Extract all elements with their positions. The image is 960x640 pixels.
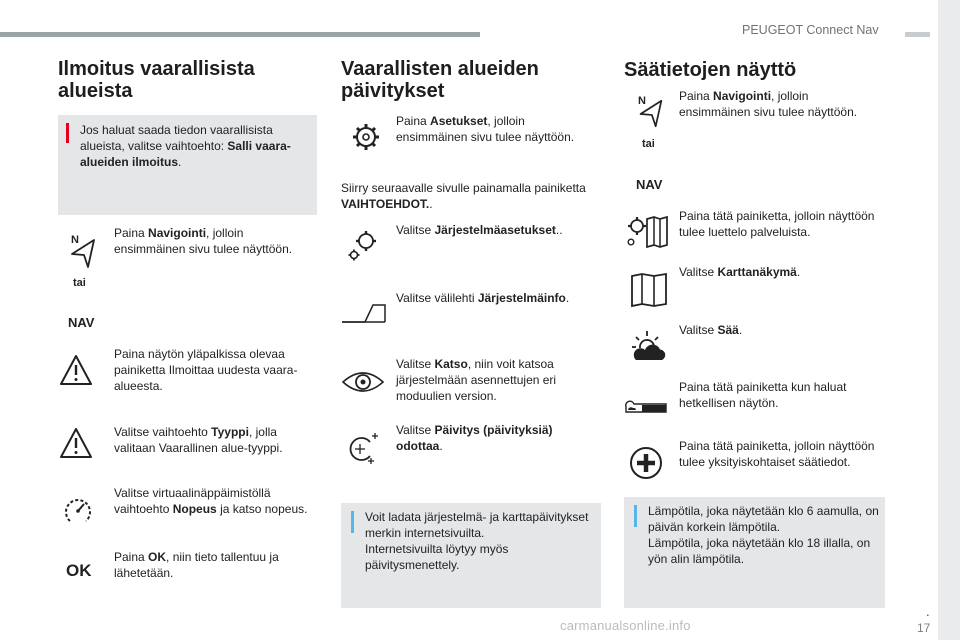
page-number: 17 (917, 621, 931, 635)
forecast-tab-icon[interactable] (624, 398, 668, 414)
step-text: Valitse välilehti Järjestelmäinfo. (396, 291, 570, 305)
or-label: tai (642, 138, 655, 150)
nav-button-label[interactable]: NAV (68, 315, 95, 330)
step-text: Paina Navigointi, jolloin ensimmäinen sivu tulee näyttöön. (114, 226, 293, 256)
plus-circle-icon[interactable] (629, 446, 663, 480)
instruction-text: Siirry seuraavalle sivulle painamalla painiketta VAIHTOEHDOT.. (341, 181, 586, 211)
watermark: carmanualsonline.info (560, 618, 691, 633)
page-header-title: PEUGEOT Connect Nav (742, 23, 879, 37)
info-note-text: Lämpötila, joka näytetään klo 6 aamulla, on päivän korkein lämpötila. Lämpötila, joka näytetään klo 18 illalla, on yön alin lämpötila. (648, 504, 879, 566)
step-text: Valitse Katso, niin voit katsoa järjestelmään asennettujen eri moduulien version. (396, 357, 557, 403)
continued-marker: . (926, 604, 930, 619)
step-text: Valitse vaihtoehto Tyyppi, jolla valitaan Vaarallinen alue-tyyppi. (114, 425, 283, 455)
connected-services-icon[interactable] (625, 215, 669, 249)
warning-note-text: Jos haluat saada tiedon vaarallisista alueista, valitse vaihtoehto: Salli vaara-alueiden ilmoitus. (80, 123, 291, 169)
info-marker-icon (634, 505, 637, 527)
speedometer-icon[interactable] (62, 494, 94, 526)
side-margin-bar (938, 0, 960, 640)
col2-title: Vaarallisten alueiden päivitykset (341, 58, 539, 102)
navigation-arrow-icon[interactable]: N (633, 97, 667, 131)
map-icon[interactable] (630, 272, 668, 308)
header-rule-right (905, 32, 930, 37)
step-text: Paina tätä painiketta kun haluat hetkellisen näytön. (679, 380, 847, 410)
info-note (341, 503, 601, 608)
step-text: Paina näytön yläpalkissa olevaa painiketta Ilmoittaa uudesta vaara-alueesta. (114, 347, 298, 393)
info-note-text: Voit ladata järjestelmä- ja karttapäivitykset merkin internetsivuilta. Internetsivuilta löytyy myös päivitysmenettely. (365, 510, 589, 572)
step-text: Paina Navigointi, jolloin ensimmäinen sivu tulee näyttöön. (679, 89, 858, 119)
header-rule (0, 32, 480, 37)
warning-marker-icon (66, 123, 69, 143)
warning-triangle-icon[interactable] (59, 427, 93, 459)
step-text: Paina OK, niin tieto tallentuu ja lähetetään. (114, 550, 279, 580)
settings-gear-icon[interactable] (351, 122, 381, 152)
nav-button-label[interactable]: NAV (636, 177, 663, 192)
step-text: Valitse virtuaalinäppäimistöllä vaihtoehto Nopeus ja katso nopeus. (114, 486, 308, 516)
warning-triangle-icon[interactable] (59, 354, 93, 386)
info-note (624, 497, 885, 608)
warning-note (58, 115, 317, 215)
col1-title: Ilmoitus vaarallisista alueista (58, 58, 255, 102)
step-text: Paina tätä painiketta, jolloin näyttöön tulee yksityiskohtaiset säätiedot. (679, 439, 875, 469)
step-text: Paina Asetukset, jolloin ensimmäinen sivu tulee näyttöön. (396, 114, 575, 144)
weather-icon[interactable] (628, 330, 668, 362)
tab-icon[interactable] (341, 302, 387, 324)
step-text: Valitse Karttanäkymä. (679, 265, 801, 279)
col3-title: Säätietojen näyttö (624, 59, 797, 81)
ok-icon[interactable]: OK (66, 561, 92, 580)
updates-icon[interactable] (344, 430, 380, 466)
system-settings-icon[interactable] (346, 230, 380, 262)
step-text: Valitse Sää. (679, 323, 743, 337)
step-text: Paina tätä painiketta, jolloin näyttöön tulee luettelo palveluista. (679, 209, 875, 239)
or-label: tai (73, 277, 86, 289)
eye-icon[interactable] (341, 367, 385, 397)
step-text: Valitse Järjestelmäasetukset.. (396, 223, 563, 237)
info-marker-icon (351, 511, 354, 533)
navigation-arrow-icon[interactable]: N (64, 236, 100, 272)
step-text: Valitse Päivitys (päivityksiä) odottaa. (396, 423, 553, 453)
